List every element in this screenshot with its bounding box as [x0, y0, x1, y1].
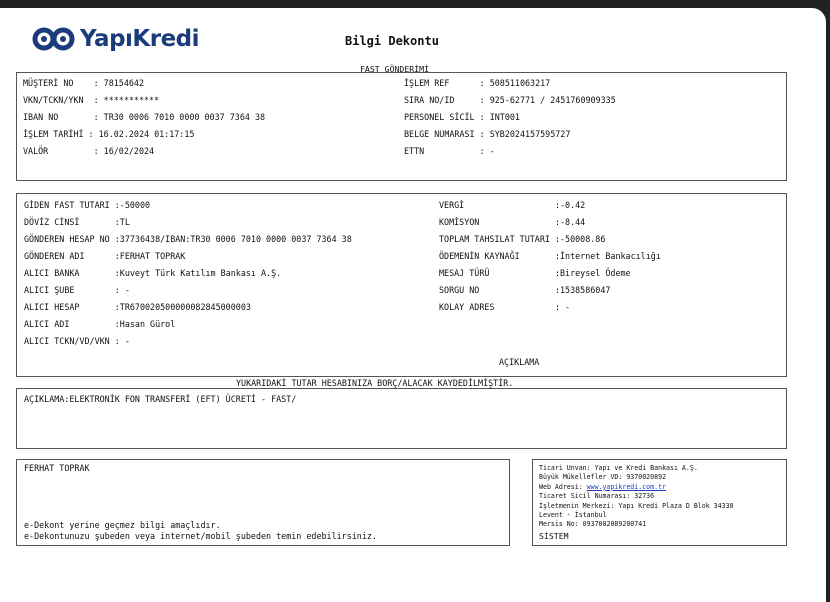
bank-web-address [539, 483, 666, 492]
info-left-0: MÜŞTERİ NO : 78154642 [23, 78, 145, 88]
customer-footer-box [16, 459, 510, 546]
bank-headquarters: İşletmenin Merkezi: Yapı Kredi Plaza D Blok 34330 [539, 501, 734, 510]
bank-website-link[interactable]: www.yapikredi.com.tr [586, 482, 667, 491]
document-subtitle: FAST GÖNDERİMİ [360, 64, 430, 74]
brand-name: YapıKredi [80, 26, 200, 52]
bank-info-box [532, 459, 787, 546]
document-title: Bilgi Dekontu [345, 34, 439, 48]
bank-city: Levent - İstanbul [539, 511, 607, 519]
transfer-left-8: ALICI TCKN/VD/VKN : - [24, 336, 130, 346]
info-right-2: PERSONEL SİCİL : INT001 [404, 112, 520, 122]
disclaimer-line-2: e-Dekontunuzu şubeden veya internet/mobil şubeden temin edebilirsiniz. [24, 531, 377, 541]
customer-info-box [16, 72, 787, 181]
transfer-left-5: ALICI ŞUBE : - [24, 285, 130, 295]
transfer-right-4: MESAJ TÜRÜ :Bireysel Ödeme [439, 268, 631, 278]
transfer-left-4: ALICI BANKA :Kuveyt Türk Katılım Bankası A.Ş. [24, 268, 282, 278]
bank-trade-name: Ticari Unvan: Yapı ve Kredi Bankası A.Ş. [539, 464, 698, 472]
transfer-right-6: KOLAY ADRES : - [439, 302, 571, 312]
transfer-left-0: GİDEN FAST TUTARI :-50000 [24, 200, 151, 210]
transfer-right-1: KOMİSYON :-8.44 [439, 217, 586, 227]
receipt-page [0, 8, 826, 602]
transfer-right-2: TOPLAM TAHSILAT TUTARI :-50008.86 [439, 234, 606, 244]
web-label: Web Adresi: [539, 482, 587, 491]
description-text: AÇIKLAMA:ELEKTRONİK FON TRANSFERİ (EFT) ÜCRETİ - FAST/ [24, 394, 297, 404]
transfer-right-0: VERGİ :-0.42 [439, 200, 586, 210]
transfer-left-1: DÖVİZ CİNSİ :TL [24, 217, 130, 227]
transfer-details-box [16, 193, 787, 377]
bank-mersis: Mersis No: 0937002089200741 [539, 520, 647, 529]
info-right-3: BELGE NUMARASI : SYB2024157595727 [404, 129, 571, 139]
info-left-4: VALÖR : 16/02/2024 [23, 146, 155, 156]
info-left-2: IBAN NO : TR30 0006 7010 0000 0037 7364 38 [23, 112, 266, 122]
disclaimer-line-1: e-Dekont yerine geçmez bilgi amaçlıdır. [24, 520, 221, 530]
transfer-left-3: GÖNDEREN ADI :FERHAT TOPRAK [24, 251, 186, 261]
transfer-left-2: GÖNDEREN HESAP NO :37736438/IBAN:TR30 0006 7010 0000 0037 7364 38 [24, 234, 352, 244]
system-label: SİSTEM [539, 531, 569, 541]
debit-notice: YUKARIDAKİ TUTAR HESABINIZA BORÇ/ALACAK KAYDEDİLMİŞTİR. [236, 378, 514, 388]
transfer-left-6: ALICI HESAP :TR670020500000082845000003 [24, 302, 251, 312]
info-right-4: ETTN : - [404, 146, 495, 156]
description-box [16, 388, 787, 449]
info-left-1: VKN/TCKN/YKN : *********** [23, 95, 160, 105]
yapikredi-logo [32, 24, 199, 54]
yapikredi-emblem-icon [32, 26, 76, 52]
transfer-right-3: ÖDEMENİN KAYNAĞI :İnternet Bankacılığı [439, 251, 661, 261]
bank-tax-office: Büyük Mükellefler VD: 9370020892 [539, 473, 667, 482]
info-right-1: SIRA NO/ID : 925-62771 / 2451760909335 [404, 95, 616, 105]
info-left-3: İŞLEM TARİHİ : 16.02.2024 01:17:15 [23, 129, 195, 139]
aciklama-heading: AÇIKLAMA [499, 357, 540, 367]
transfer-left-7: ALICI ADI :Hasan Gürol [24, 319, 176, 329]
customer-name: FERHAT TOPRAK [24, 463, 90, 473]
bank-trade-registry: Ticaret Sicil Numarası: 32736 [539, 492, 655, 501]
transfer-right-5: SORGU NO :1538586047 [439, 285, 611, 295]
info-right-0: İŞLEM REF : 508511063217 [404, 78, 551, 88]
